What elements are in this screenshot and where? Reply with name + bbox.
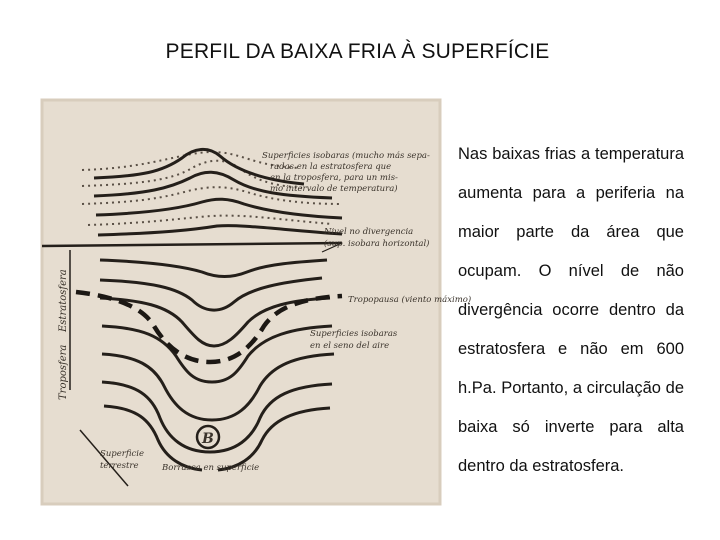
profile-diagram bbox=[42, 100, 472, 504]
estratosfera-label: Estratosfera bbox=[58, 269, 69, 332]
superficies-label-line-2: radas en la estratosfera que bbox=[270, 162, 392, 172]
superficies-label-line-1: Superficies isobaras (mucho más sepa- bbox=[262, 151, 430, 161]
slide-title: PERFIL DA BAIXA FRIA À SUPERFÍCIE bbox=[165, 40, 550, 63]
superficie-terrestre-label-line-2: terrestre bbox=[100, 461, 139, 471]
low-center-label: B bbox=[202, 431, 214, 447]
borrasca-label: Borrasca en superficie bbox=[162, 463, 260, 473]
explanation-paragraph: Nas baixas frias a temperatura aumenta para a periferia na maior parte da área que ocupam. O nível de não divergência ocorre dentro da estratosfera e não em 600 h.Pa. Portanto, a circulação de baixa só inverte para alta dentro da estratosfera. bbox=[458, 145, 684, 475]
superficies-aire-label-line-1: Superficies isobaras bbox=[310, 329, 398, 339]
baixa-fria-profile-figure bbox=[42, 100, 472, 504]
troposfera-label: Troposfera bbox=[58, 344, 69, 400]
nivel-label-line-2: (sup. isobara horizontal) bbox=[324, 239, 430, 249]
superficies-label-line-4: mo intervalo de temperatura) bbox=[270, 184, 398, 194]
nivel-label-line-1: Nivel no divergencia bbox=[324, 227, 414, 237]
superficie-terrestre-label-line-1: Superficie bbox=[100, 449, 145, 459]
superficies-label-line-3: en la troposfera, para un mis- bbox=[270, 173, 398, 183]
tropopausa-label: Tropopausa (viento máximo) bbox=[348, 295, 472, 305]
superficies-aire-label-line-2: en el seno del aire bbox=[310, 341, 390, 351]
